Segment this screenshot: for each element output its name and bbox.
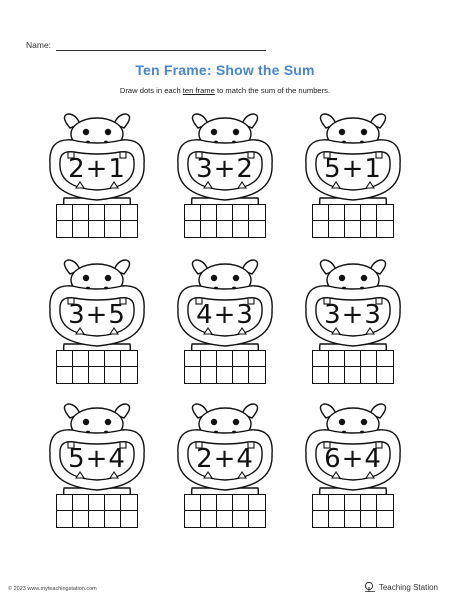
ten-frame-cell[interactable] bbox=[377, 367, 393, 383]
brand-footer bbox=[364, 582, 438, 592]
ten-frame-cell[interactable] bbox=[249, 221, 265, 237]
ten-frame-cell[interactable] bbox=[89, 351, 105, 367]
ten-frame-cell[interactable] bbox=[249, 351, 265, 367]
ten-frame-cell[interactable] bbox=[105, 221, 121, 237]
problem-card bbox=[170, 112, 280, 252]
ten-frame-cell[interactable] bbox=[57, 351, 73, 367]
instructions-text-1: Draw dots in each bbox=[119, 86, 183, 95]
problem-card bbox=[42, 258, 152, 398]
ten-frame-cell[interactable] bbox=[249, 367, 265, 383]
ten-frame-cell[interactable] bbox=[329, 205, 345, 221]
ten-frame-cell[interactable] bbox=[201, 351, 217, 367]
instructions-ten-frame: ten frame bbox=[182, 86, 215, 95]
ten-frame-cell[interactable] bbox=[329, 351, 345, 367]
ten-frame-cell[interactable] bbox=[329, 367, 345, 383]
ten-frame-cell[interactable] bbox=[217, 511, 233, 527]
ten-frame[interactable] bbox=[184, 350, 266, 384]
ten-frame-cell[interactable] bbox=[313, 511, 329, 527]
ten-frame-cell[interactable] bbox=[329, 221, 345, 237]
ten-frame-cell[interactable] bbox=[377, 511, 393, 527]
ten-frame-cell[interactable] bbox=[89, 495, 105, 511]
ten-frame-cell[interactable] bbox=[57, 495, 73, 511]
ten-frame-cell[interactable] bbox=[121, 351, 137, 367]
ten-frame-cell[interactable] bbox=[57, 367, 73, 383]
problem-card bbox=[42, 112, 152, 252]
ten-frame-cell[interactable] bbox=[345, 367, 361, 383]
ten-frame-cell[interactable] bbox=[217, 221, 233, 237]
ten-frame-cell[interactable] bbox=[377, 221, 393, 237]
ten-frame-cell[interactable] bbox=[217, 351, 233, 367]
ten-frame-cell[interactable] bbox=[185, 511, 201, 527]
ten-frame-cell[interactable] bbox=[345, 205, 361, 221]
ten-frame-cell[interactable] bbox=[377, 205, 393, 221]
ten-frame-cell[interactable] bbox=[201, 495, 217, 511]
ten-frame-cell[interactable] bbox=[105, 351, 121, 367]
ten-frame-cell[interactable] bbox=[345, 351, 361, 367]
ten-frame-cell[interactable] bbox=[105, 495, 121, 511]
problem-card bbox=[298, 112, 408, 252]
ten-frame-cell[interactable] bbox=[89, 367, 105, 383]
instructions-text-2: to match the sum of the numbers. bbox=[214, 86, 331, 95]
ten-frame-cell[interactable] bbox=[233, 495, 249, 511]
ten-frame-cell[interactable] bbox=[313, 205, 329, 221]
ten-frame-cell[interactable] bbox=[233, 351, 249, 367]
ten-frame-cell[interactable] bbox=[233, 511, 249, 527]
ten-frame-cell[interactable] bbox=[313, 495, 329, 511]
ten-frame-cell[interactable] bbox=[105, 367, 121, 383]
ten-frame-cell[interactable] bbox=[361, 205, 377, 221]
ten-frame-cell[interactable] bbox=[201, 205, 217, 221]
ten-frame-cell[interactable] bbox=[89, 205, 105, 221]
ten-frame-cell[interactable] bbox=[249, 511, 265, 527]
ten-frame-cell[interactable] bbox=[121, 367, 137, 383]
ten-frame-cell[interactable] bbox=[377, 351, 393, 367]
ten-frame-cell[interactable] bbox=[201, 511, 217, 527]
ten-frame-cell[interactable] bbox=[201, 221, 217, 237]
name-label: Name: bbox=[26, 40, 52, 50]
ten-frame-cell[interactable] bbox=[361, 511, 377, 527]
ten-frame-cell[interactable] bbox=[89, 221, 105, 237]
addition-problem: 3+2 bbox=[196, 154, 254, 184]
ten-frame-cell[interactable] bbox=[217, 495, 233, 511]
ten-frame-cell[interactable] bbox=[185, 367, 201, 383]
ten-frame-cell[interactable] bbox=[121, 495, 137, 511]
ten-frame-cell[interactable] bbox=[73, 221, 89, 237]
ten-frame-cell[interactable] bbox=[185, 221, 201, 237]
ten-frame[interactable] bbox=[312, 350, 394, 384]
ten-frame[interactable] bbox=[312, 204, 394, 238]
ten-frame-cell[interactable] bbox=[249, 205, 265, 221]
addition-problem: 3+5 bbox=[68, 300, 126, 330]
ten-frame[interactable] bbox=[56, 350, 138, 384]
addition-problem: 3+3 bbox=[324, 300, 382, 330]
ten-frame-cell[interactable] bbox=[361, 351, 377, 367]
ten-frame-cell[interactable] bbox=[57, 205, 73, 221]
copyright-text: © 2023 www.myteachingstation.com bbox=[8, 586, 97, 592]
ten-frame-cell[interactable] bbox=[105, 511, 121, 527]
ten-frame-cell[interactable] bbox=[217, 205, 233, 221]
problem-card bbox=[170, 402, 280, 542]
problem-card bbox=[170, 258, 280, 398]
ten-frame-cell[interactable] bbox=[57, 221, 73, 237]
ten-frame-cell[interactable] bbox=[57, 511, 73, 527]
ten-frame-cell[interactable] bbox=[89, 511, 105, 527]
addition-problem: 2+4 bbox=[196, 444, 254, 474]
ten-frame-cell[interactable] bbox=[185, 351, 201, 367]
ten-frame-cell[interactable] bbox=[329, 511, 345, 527]
addition-problem: 2+1 bbox=[68, 154, 126, 184]
ten-frame-cell[interactable] bbox=[377, 495, 393, 511]
ten-frame-cell[interactable] bbox=[313, 367, 329, 383]
ten-frame-cell[interactable] bbox=[217, 367, 233, 383]
ten-frame-cell[interactable] bbox=[185, 495, 201, 511]
ten-frame-cell[interactable] bbox=[345, 511, 361, 527]
ten-frame-cell[interactable] bbox=[313, 351, 329, 367]
worksheet-title: Ten Frame: Show the Sum bbox=[135, 62, 315, 78]
ten-frame-cell[interactable] bbox=[345, 495, 361, 511]
ten-frame-cell[interactable] bbox=[121, 205, 137, 221]
ten-frame-cell[interactable] bbox=[329, 495, 345, 511]
ten-frame-cell[interactable] bbox=[185, 205, 201, 221]
ten-frame-cell[interactable] bbox=[361, 221, 377, 237]
ten-frame-cell[interactable] bbox=[73, 351, 89, 367]
ten-frame-cell[interactable] bbox=[121, 221, 137, 237]
problem-card bbox=[298, 258, 408, 398]
ten-frame-cell[interactable] bbox=[73, 511, 89, 527]
problem-card bbox=[42, 402, 152, 542]
ten-frame-cell[interactable] bbox=[121, 511, 137, 527]
ten-frame-cell[interactable] bbox=[345, 221, 361, 237]
ten-frame-cell[interactable] bbox=[73, 495, 89, 511]
tree-logo-icon bbox=[364, 582, 376, 592]
problem-card bbox=[298, 402, 408, 542]
ten-frame[interactable] bbox=[56, 204, 138, 238]
ten-frame[interactable] bbox=[56, 494, 138, 528]
ten-frame-cell[interactable] bbox=[313, 221, 329, 237]
ten-frame-cell[interactable] bbox=[361, 495, 377, 511]
ten-frame[interactable] bbox=[184, 494, 266, 528]
ten-frame-cell[interactable] bbox=[249, 495, 265, 511]
ten-frame-cell[interactable] bbox=[73, 205, 89, 221]
ten-frame-cell[interactable] bbox=[73, 367, 89, 383]
ten-frame-cell[interactable] bbox=[233, 205, 249, 221]
ten-frame-cell[interactable] bbox=[361, 367, 377, 383]
addition-problem: 5+4 bbox=[68, 444, 126, 474]
ten-frame[interactable] bbox=[312, 494, 394, 528]
ten-frame-cell[interactable] bbox=[201, 367, 217, 383]
ten-frame-cell[interactable] bbox=[233, 221, 249, 237]
addition-problem: 5+1 bbox=[324, 154, 382, 184]
addition-problem: 4+3 bbox=[196, 300, 254, 330]
ten-frame-cell[interactable] bbox=[233, 367, 249, 383]
ten-frame[interactable] bbox=[184, 204, 266, 238]
ten-frame-cell[interactable] bbox=[105, 205, 121, 221]
addition-problem: 6+4 bbox=[324, 444, 382, 474]
brand-name: Teaching Station bbox=[378, 582, 438, 592]
